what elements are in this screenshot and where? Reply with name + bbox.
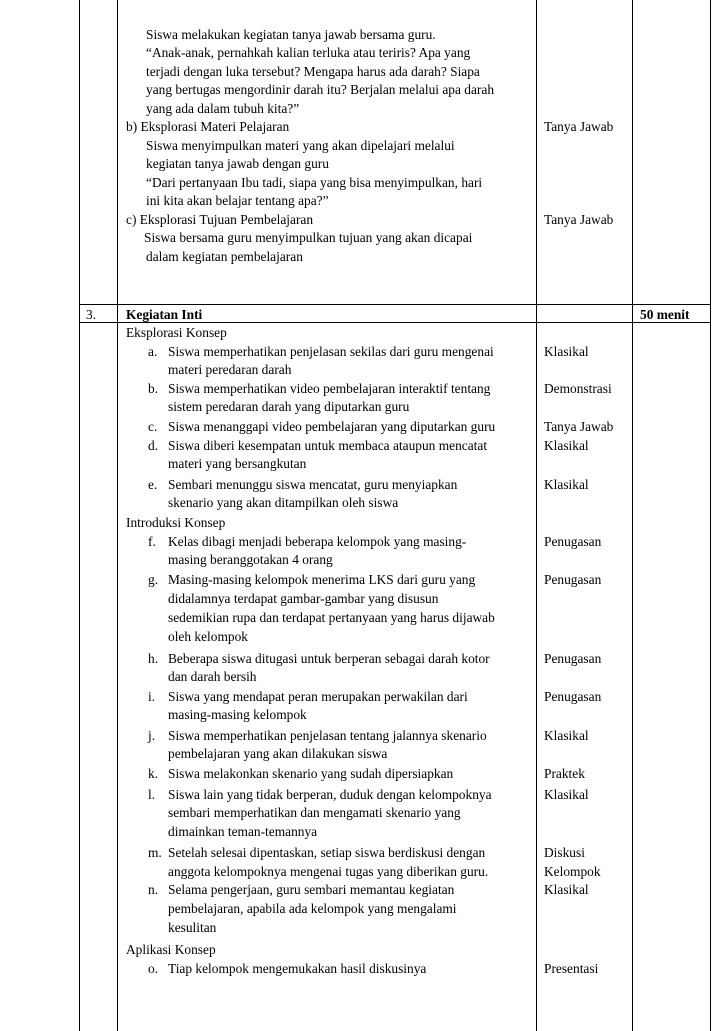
item-line: Siswa lain yang tidak berperan, duduk dengan kelompoknya xyxy=(168,787,492,802)
item-line: Siswa melakonkan skenario yang sudah dipersiapkan xyxy=(168,766,454,781)
item-letter: j. xyxy=(148,728,156,743)
activity-subheading: c) Eksplorasi Tujuan Pembelajaran xyxy=(126,212,314,227)
item-line: materi yang bersangkutan xyxy=(168,456,307,471)
activity-line: yang ada dalam tubuh kita?” xyxy=(146,101,300,116)
activity-line: Siswa menyimpulkan materi yang akan dipelajari melalui xyxy=(146,138,455,153)
item-letter: l. xyxy=(148,787,156,802)
item-line: Masing-masing kelompok menerima LKS dari guru yang xyxy=(168,572,476,587)
item-line: Setelah selesai dipentaskan, setiap siswa berdiskusi dengan xyxy=(168,845,486,860)
activity-line: “Dari pertanyaan Ibu tadi, siapa yang bisa menyimpulkan, hari xyxy=(146,175,483,190)
item-letter: d. xyxy=(148,438,159,453)
item-line: Siswa menanggapi video pembelajaran yang diputarkan guru xyxy=(168,419,496,434)
method-label: Penugasan xyxy=(544,689,602,704)
method-label: Presentasi xyxy=(544,961,599,976)
section-heading-eksplorasi: Eksplorasi Konsep xyxy=(126,325,227,340)
row-title: Kegiatan Inti xyxy=(126,307,203,322)
item-line: Sembari menunggu siswa mencatat, guru menyiapkan xyxy=(168,477,458,492)
item-line: Siswa memperhatikan video pembelajaran interaktif tentang xyxy=(168,381,491,396)
item-letter: m. xyxy=(148,845,162,860)
item-letter: a. xyxy=(148,344,158,359)
item-line: masing beranggotakan 4 orang xyxy=(168,552,333,567)
method-label: Klasikal xyxy=(544,787,589,802)
item-letter: f. xyxy=(148,534,156,549)
method-label: Praktek xyxy=(544,766,585,781)
item-line: Tiap kelompok mengemukakan hasil diskusinya xyxy=(168,961,427,976)
method-label: Tanya Jawab xyxy=(544,212,614,227)
item-line: sistem peredaran darah yang diputarkan guru xyxy=(168,399,410,414)
method-label: Klasikal xyxy=(544,882,589,897)
item-line: kesulitan xyxy=(168,920,217,935)
item-line: Siswa memperhatikan penjelasan sekilas dari guru mengenai xyxy=(168,344,494,359)
item-letter: o. xyxy=(148,961,159,976)
table-row-separator xyxy=(79,304,710,305)
activity-subheading: b) Eksplorasi Materi Pelajaran xyxy=(126,119,290,134)
method-label: Diskusi xyxy=(544,845,585,860)
table-divider-method xyxy=(632,0,633,1031)
section-heading-aplikasi: Aplikasi Konsep xyxy=(126,942,216,957)
item-line: pembelajaran, apabila ada kelompok yang mengalami xyxy=(168,901,457,916)
item-line: Siswa memperhatikan penjelasan tentang jalannya skenario xyxy=(168,728,487,743)
item-line: Kelas dibagi menjadi beberapa kelompok yang masing- xyxy=(168,534,467,549)
row-number: 3. xyxy=(86,307,97,322)
item-line: sedemikian rupa dan terdapat pertanyaan yang harus dijawab xyxy=(168,610,495,625)
item-line: dan darah bersih xyxy=(168,669,257,684)
method-label: Tanya Jawab xyxy=(544,119,614,134)
item-line: Siswa yang mendapat peran merupakan perwakilan dari xyxy=(168,689,468,704)
item-letter: b. xyxy=(148,381,159,396)
item-line: masing-masing kelompok xyxy=(168,707,307,722)
table-border-right xyxy=(710,0,711,1031)
item-line: pembelajaran yang akan dilakukan siswa xyxy=(168,746,388,761)
item-letter: e. xyxy=(148,477,158,492)
item-line: dimainkan teman-temannya xyxy=(168,824,318,839)
method-label: Klasikal xyxy=(544,438,589,453)
method-label: Klasikal xyxy=(544,477,589,492)
activity-line: dalam kegiatan pembelajaran xyxy=(146,249,303,264)
item-letter: h. xyxy=(148,651,159,666)
method-label: Tanya Jawab xyxy=(544,419,614,434)
item-line: anggota kelompoknya mengenai tugas yang diberikan guru. xyxy=(168,864,489,879)
method-label: Kelompok xyxy=(544,864,601,879)
table-border-left xyxy=(79,0,80,1031)
item-line: Beberapa siswa ditugasi untuk berperan sebagai darah kotor xyxy=(168,651,490,666)
item-line: Selama pengerjaan, guru sembari memantau kegiatan xyxy=(168,882,455,897)
table-divider-activity xyxy=(536,0,537,1031)
row-time: 50 menit xyxy=(640,307,690,322)
item-line: skenario yang akan ditampilkan oleh siswa xyxy=(168,495,399,510)
item-line: materi peredaran darah xyxy=(168,362,292,377)
activity-line: Siswa bersama guru menyimpulkan tujuan yang akan dicapai xyxy=(144,230,473,245)
item-line: Siswa diberi kesempatan untuk membaca ataupun mencatat xyxy=(168,438,488,453)
activity-line: yang bertugas mengordinir darah itu? Berjalan melalui apa darah xyxy=(146,82,495,97)
section-heading-introduksi: Introduksi Konsep xyxy=(126,515,226,530)
method-label: Klasikal xyxy=(544,728,589,743)
item-letter: c. xyxy=(148,419,158,434)
item-letter: n. xyxy=(148,882,159,897)
method-label: Demonstrasi xyxy=(544,381,612,396)
item-line: didalamnya terdapat gambar-gambar yang disusun xyxy=(168,591,439,606)
item-letter: i. xyxy=(148,689,156,704)
activity-line: Siswa melakukan kegiatan tanya jawab bersama guru. xyxy=(146,27,436,42)
method-label: Penugasan xyxy=(544,534,602,549)
item-line: oleh kelompok xyxy=(168,629,248,644)
method-label: Klasikal xyxy=(544,344,589,359)
method-label: Penugasan xyxy=(544,572,602,587)
item-line: sembari memperhatikan dan mengamati skenario yang xyxy=(168,805,461,820)
activity-line: ini kita akan belajar tentang apa?” xyxy=(146,193,329,208)
activity-line: terjadi dengan luka tersebut? Mengapa harus ada darah? Siapa xyxy=(146,64,480,79)
activity-line: “Anak-anak, pernahkah kalian terluka atau teriris? Apa yang xyxy=(146,45,471,60)
table-divider-number xyxy=(117,0,118,1031)
item-letter: k. xyxy=(148,766,159,781)
method-label: Penugasan xyxy=(544,651,602,666)
activity-line: kegiatan tanya jawab dengan guru xyxy=(146,156,329,171)
item-letter: g. xyxy=(148,572,159,587)
